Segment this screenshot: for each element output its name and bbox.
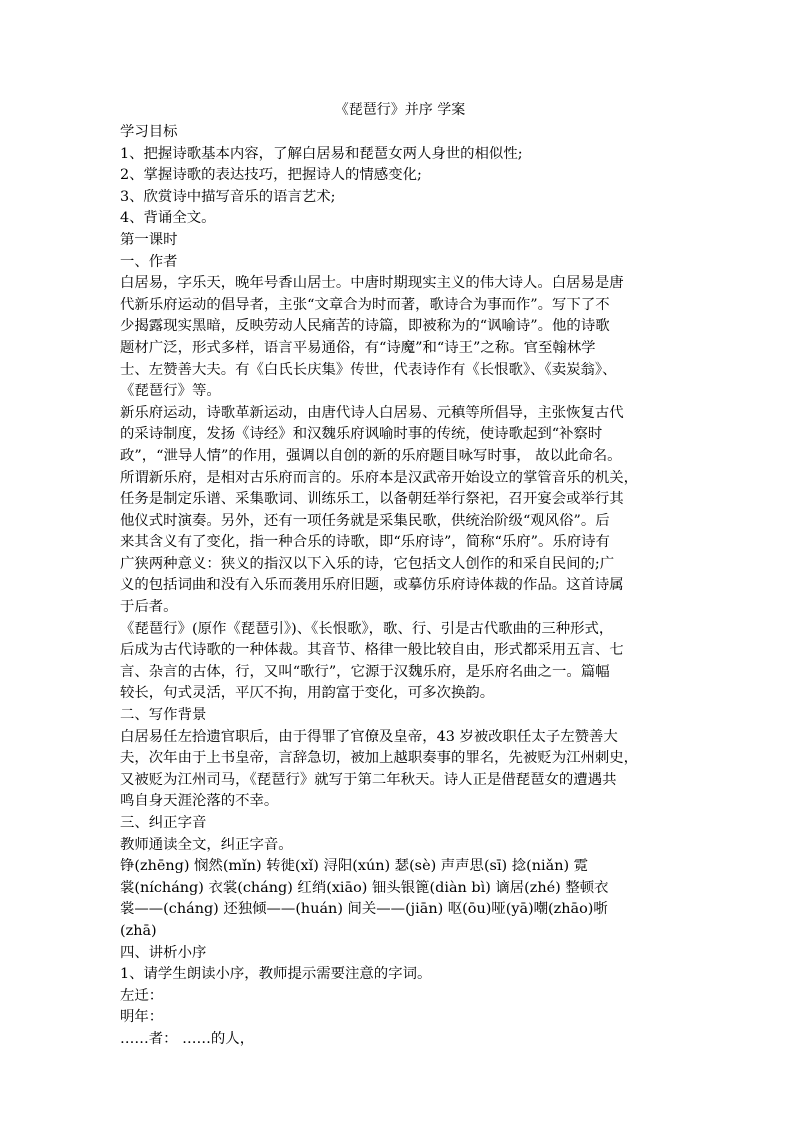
text-line: 《琵琶行》等。 [120, 383, 221, 400]
text-line: 于后者。 [120, 599, 178, 616]
text-line: 后成为古代诗歌的一种体裁。其音节、格律一般比较自由，形式都采用五言、七 [120, 642, 624, 659]
text-line: 题材广泛，形式多样，语言平易通俗，有“诗魔”和“诗王”之称。官至翰林学 [120, 339, 596, 356]
text-line: 所谓新乐府，是相对古乐府而言的。乐府本是汉武帝开始设立的掌管音乐的机关， [120, 469, 639, 486]
genre-paragraph [120, 619, 680, 705]
text-line: 白居易，字乐天，晚年号香山居士。中唐时期现实主义的伟大诗人。白居易是唐 [120, 275, 624, 292]
goal-item-4: 4、背诵全文。 [120, 210, 216, 227]
text-line: 的采诗制度，发扬《诗经》和汉魏乐府讽喻时事的传统，使诗歌起到“补察时 [120, 426, 603, 443]
pinyin-list [120, 856, 680, 942]
text-line: 较长，句式灵活，平仄不拘，用韵富于变化，可多次换韵。 [120, 685, 495, 702]
author-paragraph [120, 273, 680, 403]
document-body [120, 100, 680, 1051]
blank-item-zhe: ……者： ……的人， [120, 1030, 255, 1047]
text-line: 裳——(cháng) 还独倾——(huán) 间关——(jiān) 呕(ōu)哑(yā)嘲(zhāo)哳 [120, 901, 608, 918]
text-line: 新乐府运动，诗歌革新运动，由唐代诗人白居易、元稹等所倡导，主张恢复古代 [120, 404, 624, 421]
text-line: 裳(nícháng) 衣裳(cháng) 红绡(xiāo) 钿头银篦(diàn bì) 谪居(zhé) 整顿衣 [120, 879, 609, 896]
goal-item-1: 1、把握诗歌基本内容，了解白居易和琵琶女两人身世的相似性; [120, 145, 523, 162]
text-line: 士、左赞善大夫。有《白氏长庆集》传世，代表诗作有《长恨歌》、《卖炭翁》、 [120, 361, 617, 378]
text-line: 少揭露现实黑暗，反映劳动人民痛苦的诗篇，即被称为的“讽喻诗”。他的诗歌 [120, 318, 610, 335]
text-line: 任务是制定乐谱、采集歌词、训练乐工，以备朝廷举行祭祀，召开宴会或举行其 [120, 491, 624, 508]
section-heading-author: 一、作者 [120, 253, 178, 270]
text-line: 来其含义有了变化，指一种合乐的诗歌，即“乐府诗”，简称“乐府”。乐府诗有 [120, 534, 610, 551]
goals-heading: 学习目标 [120, 124, 178, 140]
blank-item-mingnian: 明年： [120, 1009, 164, 1026]
text-line: 代新乐府运动的倡导者，主张“文章合为时而著，歌诗合为事而作”。写下了不 [120, 296, 610, 313]
pronunciation-intro: 教师通读全文，纠正字音。 [120, 836, 293, 853]
page-title: 《琵琶行》并序 学案 [334, 102, 466, 118]
preface-item-1: 1、请学生朗读小序，教师提示需要注意的字词。 [120, 966, 432, 983]
section-heading-background: 二、写作背景 [120, 707, 207, 724]
text-line: 鸣自身天涯沦落的不幸。 [120, 793, 279, 810]
new-yuefu-paragraph [120, 403, 680, 619]
text-line: (zhā) [120, 922, 157, 939]
blank-item-zuoqian: 左迁： [120, 987, 164, 1004]
text-line: 夫，次年由于上书皇帝，言辞急切，被加上越职奏事的罪名，先被贬为江州刺史， [120, 750, 639, 767]
text-line: 又被贬为江州司马，《琵琶行》就写于第二年秋天。诗人正是借琵琶女的遭遇共 [120, 771, 617, 788]
goal-item-3: 3、欣赏诗中描写音乐的语言艺术; [120, 188, 336, 205]
text-line: 白居易任左拾遗官职后，由于得罪了官僚及皇帝，43 岁被改职任太子左赞善大 [120, 728, 618, 745]
text-line: 他仪式时演奏。另外，还有一项任务就是采集民歌，供统治阶级“观风俗”。后 [120, 512, 610, 529]
lesson-heading: 第一课时 [120, 231, 178, 248]
text-line: 义的包括词曲和没有入乐而袭用乐府旧题，或摹仿乐府诗体裁的作品。这首诗属 [120, 577, 624, 594]
background-paragraph [120, 727, 680, 813]
text-line: 《琵琶行》(原作《琵琶引》)、《长恨歌》，歌、行、引是古代歌曲的三种形式， [120, 620, 614, 637]
section-heading-preface: 四、讲析小序 [120, 944, 207, 961]
text-line: 言、杂言的古体，行，又叫“歌行”，它源于汉魏乐府，是乐府名曲之一。篇幅 [120, 663, 610, 680]
text-line: 政”，“泄导人情”的作用，强调以自创的新的乐府题目咏写时事， 故以此命名。 [120, 447, 622, 464]
section-heading-pronunciation: 三、纠正字音 [120, 815, 207, 831]
goal-item-2: 2、掌握诗歌的表达技巧，把握诗人的情感变化; [120, 167, 422, 184]
text-line: 铮(zhēng) 悯然(mǐn) 转徙(xǐ) 浔阳(xún) 瑟(sè) 声声思(sī) 捻(niǎn) 霓 [120, 858, 589, 875]
text-line: 广狭两种意义：狭义的指汉以下入乐的诗，它包括文人创作的和采自民间的;广 [120, 555, 615, 572]
